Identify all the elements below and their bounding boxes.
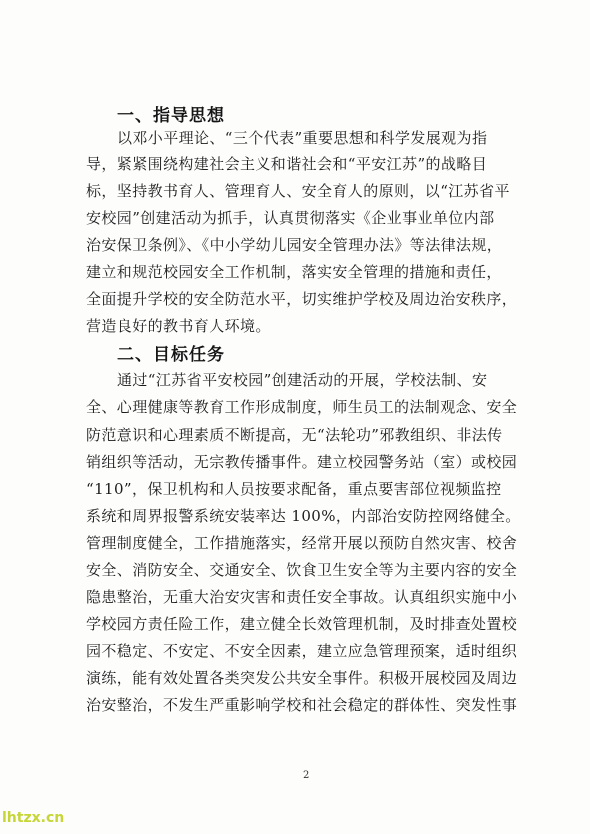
paragraph-line: 防范意识和心理素质不断提高，无“法轮功”邪教组织、非法传: [86, 426, 503, 444]
paragraph-line: 治安整治，不发生严重影响学校和社会稳定的群体性、突发性事: [86, 696, 518, 714]
section-heading-goals-tasks: 二、目标任务: [117, 345, 225, 365]
paragraph-line: 通过“江苏省平安校园”创建活动的开展，学校法制、安: [117, 371, 488, 389]
paragraph-line: 治安保卫条例》、《中小学幼儿园安全管理办法》等法律法规，: [86, 236, 503, 254]
paragraph-line: 系统和周界报警系统安装率达 100%，内部治安防控网络健全。: [86, 507, 521, 525]
paragraph-line: 管理制度健全，工作措施落实，经常开展以预防自然灾害、校舍: [86, 534, 518, 552]
section-heading-guiding-ideology: 一、指导思想: [117, 106, 225, 126]
paragraph-line: 全面提升学校的安全防范水平，切实维护学校及周边治安秩序，: [86, 290, 518, 308]
watermark: lhtzx.cn: [2, 810, 65, 826]
paragraph-line: 学校园方责任险工作，建立健全长效管理机制，及时排查处置校: [86, 615, 518, 633]
paragraph-line: 隐患整治，无重大治安灾害和责任安全事故。认真组织实施中小: [86, 588, 518, 606]
paragraph-line: 安全、消防安全、交通安全、饮食卫生安全等为主要内容的安全: [86, 561, 518, 579]
paragraph-line: 导，紧紧围绕构建社会主义和谐社会和“平安江苏”的战略目: [86, 155, 488, 173]
paragraph-line: 销组织等活动，无宗教传播事件。建立校园警务站（室）或校园: [86, 453, 518, 471]
paragraph-line: 营造良好的教书育人环境。: [86, 317, 271, 335]
paragraph-line: “110”，保卫机构和人员按要求配备，重点要害部位视频监控: [86, 480, 502, 498]
paragraph-line: 建立和规范校园安全工作机制，落实安全管理的措施和责任，: [86, 263, 502, 281]
paragraph-line: 标，坚持教书育人、管理育人、安全育人的原则，以“江苏省平: [86, 182, 510, 200]
page-number: 2: [303, 770, 310, 781]
paragraph-line: 演练，能有效处置各类突发公共安全事件。积极开展校园及周边: [86, 669, 518, 687]
paragraph-line: 以邓小平理论、“三个代表”重要思想和科学发展观为指: [117, 129, 488, 147]
paragraph-line: 全、心理健康等教育工作形成制度，师生员工的法制观念、安全: [86, 398, 518, 416]
paragraph-line: 园不稳定、不安定、不安全因素，建立应急管理预案，适时组织: [86, 642, 518, 660]
paragraph-line: 安校园”创建活动为抓手，认真贯彻落实《企业事业单位内部: [86, 209, 495, 227]
